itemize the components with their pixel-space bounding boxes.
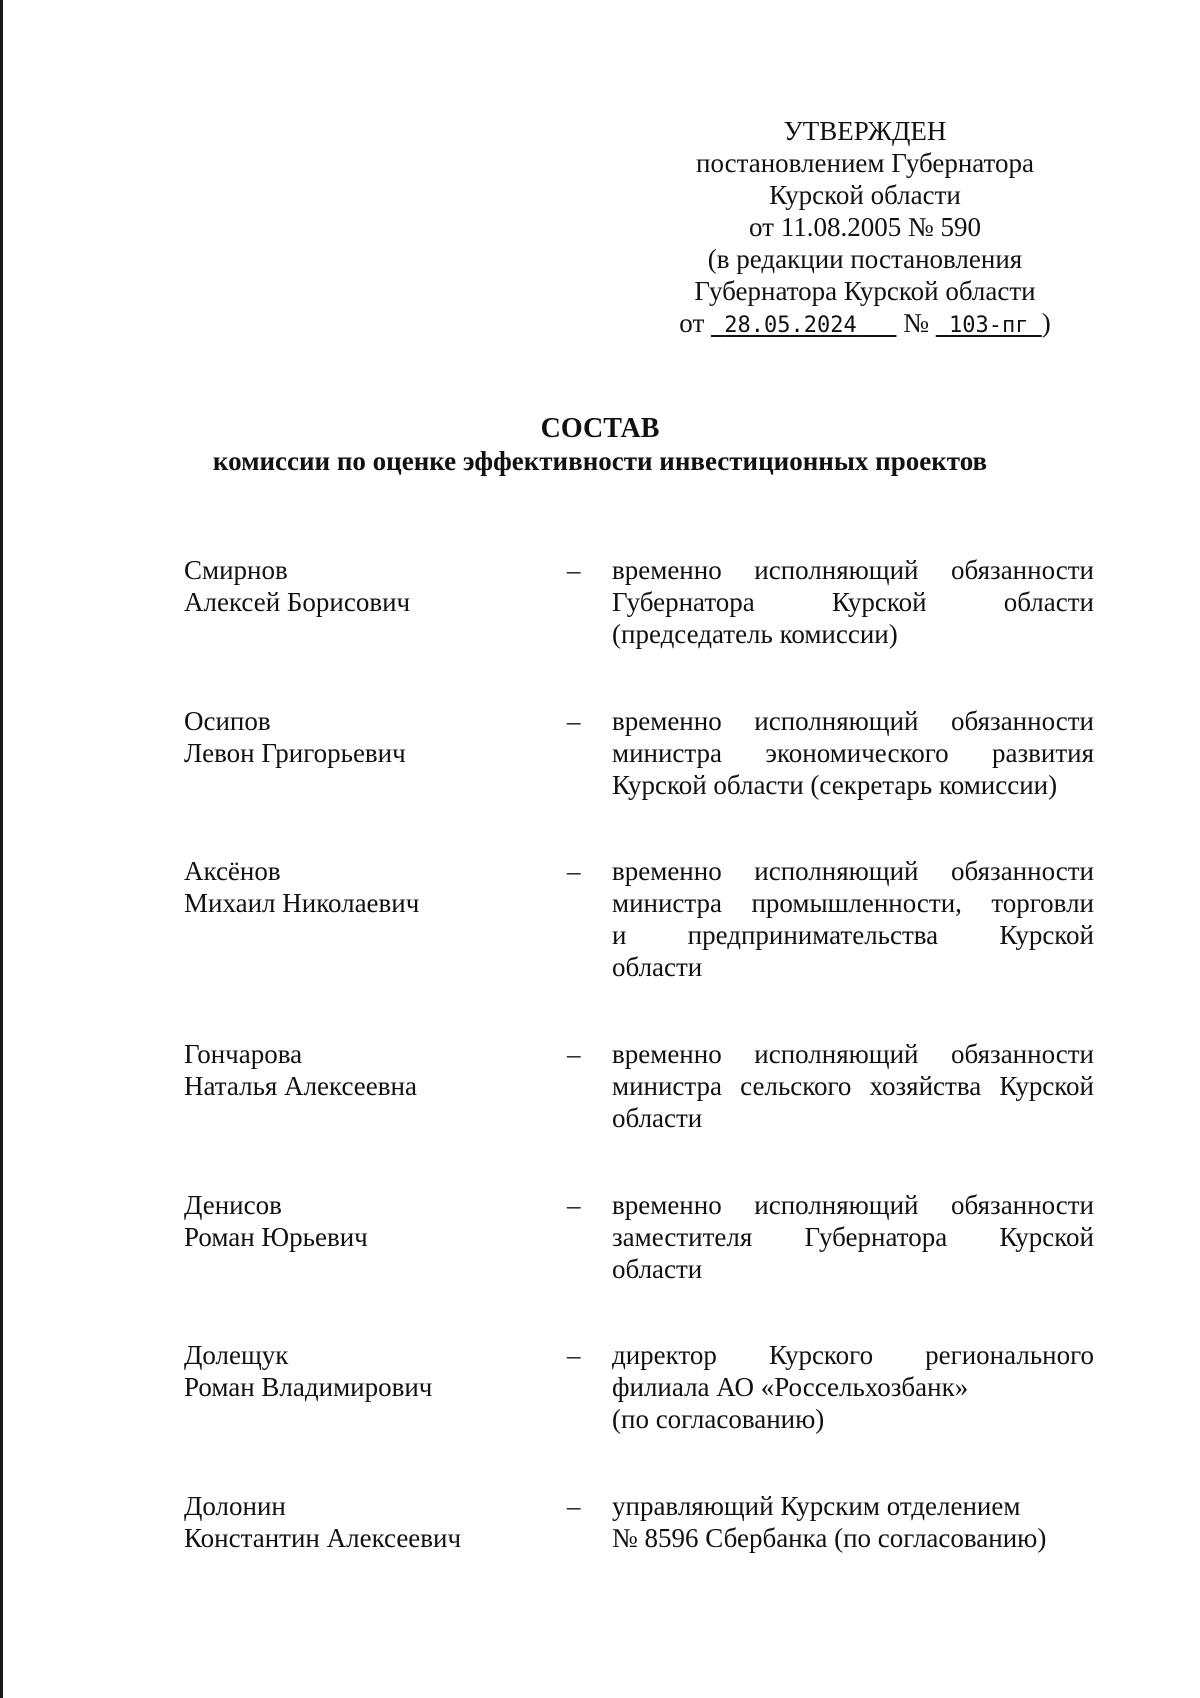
role-line: заместителя Губернатора Курской	[612, 1222, 1094, 1252]
amendment-number-sign: №	[903, 308, 929, 338]
document-title: СОСТАВ	[540, 413, 660, 444]
role-line: Губернатора Курской области	[612, 587, 1094, 617]
member-given-names: Михаил Николаевич	[184, 888, 420, 918]
dash-separator: –	[567, 1491, 581, 1521]
role-line: директор Курского регионального	[612, 1340, 1094, 1370]
role-line: временно исполняющий обязанности	[612, 555, 1094, 585]
approval-line: Курской области	[769, 180, 961, 210]
dash-separator: –	[567, 1340, 581, 1370]
amendment-number-value: 103-пг	[948, 313, 1029, 338]
role-line: временно исполняющий обязанности	[612, 856, 1094, 886]
member-given-names: Константин Алексеевич	[184, 1523, 462, 1553]
member-role	[612, 855, 1094, 983]
member-role	[612, 1038, 1094, 1134]
member-surname: Долещук	[184, 1340, 289, 1370]
approval-decree-reference: от 11.08.2005 № 590	[749, 212, 981, 242]
member-role	[612, 1490, 1094, 1554]
member-name	[184, 855, 564, 919]
role-line: (председатель комиссии)	[612, 619, 898, 649]
member-name	[184, 1038, 564, 1102]
role-line: области	[612, 1254, 703, 1284]
member-name	[184, 705, 564, 769]
member-given-names: Роман Владимирович	[184, 1372, 433, 1402]
approval-line: Губернатора Курской области	[694, 276, 1036, 306]
member-surname: Осипов	[184, 706, 271, 736]
role-line: министра сельского хозяйства Курской	[612, 1071, 1094, 1101]
member-surname: Смирнов	[184, 555, 288, 585]
role-line: министра промышленности, торговли	[612, 888, 1094, 918]
role-line: и предпринимательства Курской	[612, 920, 1094, 950]
dash-separator: –	[567, 1039, 581, 1069]
member-name	[184, 554, 564, 618]
member-role	[612, 1339, 1094, 1435]
amendment-reference	[640, 307, 1090, 342]
member-surname: Денисов	[184, 1190, 282, 1220]
approval-line: постановлением Губернатора	[696, 148, 1034, 178]
approval-line: (в редакции постановления	[707, 244, 1023, 274]
scan-edge-line	[0, 0, 3, 1698]
member-given-names: Левон Григорьевич	[184, 738, 406, 768]
role-line: области	[612, 952, 703, 982]
role-line: министра экономического развития	[612, 738, 1094, 768]
amendment-date	[711, 313, 896, 338]
member-given-names: Алексей Борисович	[184, 587, 411, 617]
member-name	[184, 1490, 564, 1554]
approval-stamp-block	[640, 115, 1090, 342]
dash-separator: –	[567, 856, 581, 886]
role-line: временно исполняющий обязанности	[612, 706, 1094, 736]
member-surname: Гончарова	[184, 1039, 303, 1069]
role-line: Курской области (секретарь комиссии)	[612, 770, 1058, 800]
member-role	[612, 554, 1094, 650]
member-role	[612, 705, 1094, 801]
amendment-prefix: от	[679, 308, 705, 338]
dash-separator: –	[567, 706, 581, 736]
approval-title: УТВЕРЖДЕН	[783, 116, 947, 146]
role-line: временно исполняющий обязанности	[612, 1190, 1094, 1220]
dash-separator: –	[567, 1190, 581, 1220]
amendment-date-value: 28.05.2024	[724, 313, 857, 338]
member-given-names: Роман Юрьевич	[184, 1222, 368, 1252]
document-subtitle: комиссии по оценке эффективности инвестиционных проектов	[212, 446, 988, 476]
amendment-number	[936, 313, 1042, 338]
dash-separator: –	[567, 555, 581, 585]
role-line: (по согласованию)	[612, 1404, 825, 1434]
member-role	[612, 1189, 1094, 1285]
role-line: временно исполняющий обязанности	[612, 1039, 1094, 1069]
amendment-close-paren: )	[1041, 308, 1051, 338]
member-name	[184, 1339, 564, 1403]
member-name	[184, 1189, 564, 1253]
document-heading	[0, 412, 1200, 478]
member-surname: Аксёнов	[184, 856, 281, 886]
member-given-names: Наталья Алексеевна	[184, 1071, 417, 1101]
role-line: области	[612, 1103, 703, 1133]
role-line: № 8596 Сбербанка (по согласованию)	[612, 1523, 1047, 1553]
role-line: управляющий Курским отделением	[612, 1491, 1021, 1521]
member-surname: Долонин	[184, 1491, 286, 1521]
role-line: филиала АО «Россельхозбанк»	[612, 1372, 969, 1402]
